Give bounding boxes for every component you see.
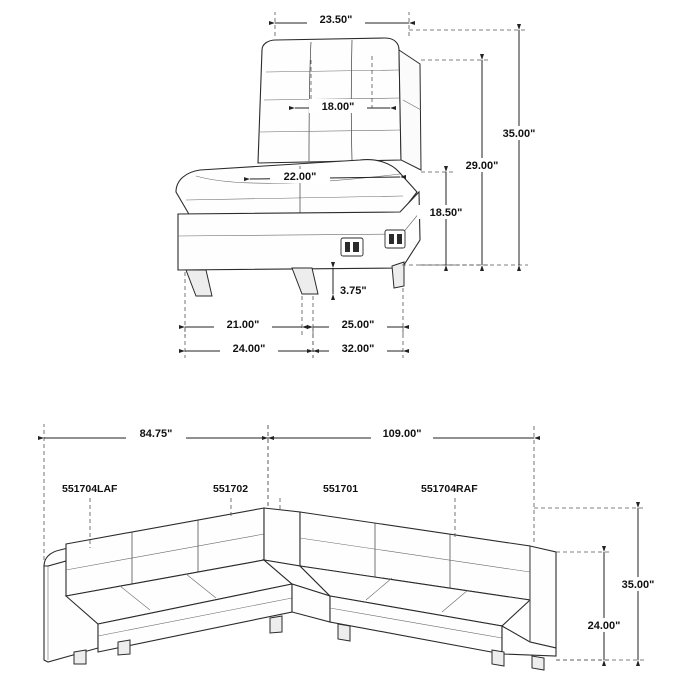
dim-assembly-height: 35.00" (621, 579, 655, 591)
dim-back-height: 29.00" (465, 160, 499, 172)
dim-overall-width: 24.00" (232, 343, 266, 355)
dim-seat-depth: 22.00" (283, 171, 317, 183)
part-label-corner: 551701 (323, 483, 359, 495)
dim-top-width: 23.50" (319, 14, 353, 26)
dim-seat-width: 21.00" (226, 319, 260, 331)
part-label-armless: 551702 (213, 483, 249, 495)
dim-overall-depth: 32.00" (341, 343, 375, 355)
part-label-laf: 551704LAF (62, 483, 118, 495)
dim-left-run: 84.75" (139, 428, 173, 440)
part-label-raf: 551704RAF (421, 483, 478, 495)
sectional-illustration (44, 508, 556, 670)
dim-back-cushion-width: 18.00" (321, 101, 355, 113)
dim-seat-height: 18.50" (429, 207, 463, 219)
dim-right-run: 109.00" (382, 428, 422, 440)
dim-arm-height: 24.00" (587, 620, 621, 632)
dim-leg-height: 3.75" (340, 285, 367, 297)
armless-chair-illustration (176, 38, 421, 296)
dim-side-depth: 25.00" (341, 319, 375, 331)
dim-overall-height: 35.00" (502, 128, 536, 140)
